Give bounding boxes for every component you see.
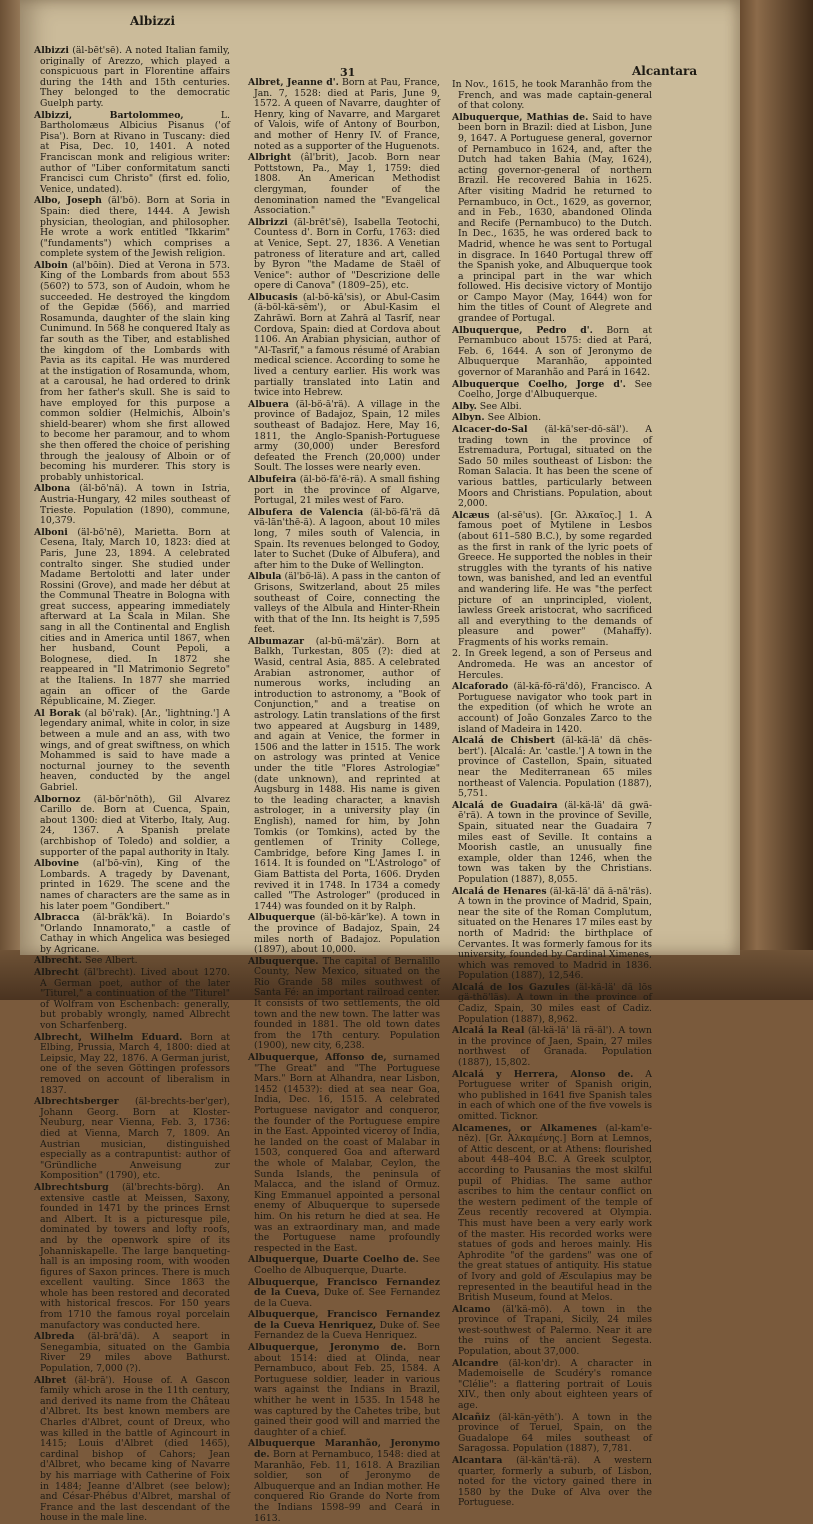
- column-right: [452, 79, 653, 1509]
- dictionary-entry: [248, 1439, 440, 1524]
- dictionary-entry: [248, 218, 440, 292]
- entry-headword: Alcalá de Chisbert: [452, 735, 555, 747]
- dictionary-entry: [248, 1310, 440, 1342]
- entry-text: Born at Pau, France, Jan. 7, 1528: died at Paris, June 9, 1572. A queen of Navarre, daughter of Henry, king of Navarre, and Margaret of Valois, wife of Antony of Bourbon, and mother of Henry IV. of France, noted as a supporter of the Huguenots.: [254, 77, 440, 152]
- entry-headword: Albrecht, Wilhelm Eduard.: [34, 1031, 183, 1043]
- entry-text: (al-bū-mä'zär). Born at Balkh, Turkestan, 805 (?): died at Wasid, central Asia, 885. A celebrated Arabian astronomer, author of numerous works, including an introduction to astronomy, a "Book of Conjunction," and a treatise on astrology. Latin translations of the first two appeared at Augsburg in 1489, and again at Venice, the former in 1506 and the latter in 1515. The work on astrology was printed at Venice under the title "Flores Astrologiæ" (date unknown), and reprinted at Augsburg in 1488. His name is given to the leading character, a knavish astrologer, in a university play (in English), named for him, by John Tomkis (or Tomkins), acted by the gentlemen of Trinity College, Cambridge, before King James I. in 1614. It is founded on "L'Astrologo" of Giam Battista del Porta, 1606. Dryden revived it in 1748. In 1734 a comedy called "The Astrologer" (produced in 1744) was founded on it by Ralph.: [254, 635, 440, 912]
- entry-text: (al'bō-vīn), King of the Lombards. A tragedy by Davenant, printed in 1629. The scene and the names of characters are the same as in his later poem "Gondibert.": [40, 858, 230, 912]
- entry-headword: Alcalá de los Gazules: [452, 981, 570, 993]
- dictionary-entry: [34, 795, 230, 859]
- dictionary-entry: [34, 709, 230, 794]
- entry-text: (äl-bō'nä). A town in Istria, Austria-Hungary, 42 miles southeast of Trieste. Population (1890), commune, 10,379.: [40, 483, 230, 527]
- dictionary-entry: [248, 508, 440, 572]
- entry-text: (al-kam'e-nēz). [Gr. Ἀλκαμένης.] Born at Lemnos, of Attic descent, or at Athens: flourished about 448–404 B.C. A Greek sculptor, according to Pausanias the most skilful pupil of Phidias. The same author ascribes to him the centaur conflict on the western pediment of the temple of Zeus recently recovered at Olympia. This must have been a very early work of the master. His recorded works were statues of gods and heroes mainly. His Aphrodite "of the gardens" was one of the great statues of antiquity. His statue of Ivory and gold of Æsculapius may be represented in the beautiful head in the British Museum, found at Melos.: [458, 1122, 652, 1304]
- entry-text: Duke of. See Fernandez de la Cueva.: [254, 1287, 440, 1309]
- entry-headword: Albret, Jeanne d'.: [248, 77, 339, 88]
- dictionary-entry: [34, 484, 230, 526]
- dictionary-entry: [452, 326, 652, 379]
- entry-headword: Alcañiz: [452, 1411, 491, 1423]
- dictionary-entry: [248, 637, 440, 912]
- entry-headword: Albrecht: [34, 967, 79, 979]
- entry-headword: Alcalá de Guadaira: [452, 799, 558, 811]
- dictionary-entry: [452, 983, 652, 1025]
- entry-headword: Albright: [248, 152, 292, 164]
- dictionary-entry: [452, 887, 652, 982]
- entry-text: (äl-brēt'sē), Isabella Teotochi, Countess d'. Born in Corfu, 1763: died at Venice, Sept. 27, 1836. A Venetian patroness of literature and art, called by Byron "the Madame de Staël of Venice": author of "Descrizione delle opere di Canova" (1809–25), etc.: [254, 216, 440, 292]
- guide-word-left: Albizzi: [130, 14, 176, 28]
- dictionary-entry: [452, 511, 652, 649]
- entry-text: The capital of Bernalillo County, New Mexico, situated on the Rio Grande 58 miles southwest of Santa Fé: an important railroad center. It consists of two settlements, the old town and the new town. The latter was founded in 1881. The old town dates from the 17th century. Population (1900), new city, 6,238.: [254, 955, 440, 1052]
- entry-text: (äl-bō'nē), Marietta. Born at Cesena, Italy, March 10, 1823: died at Paris, June 23, 1894. A celebrated contralto singer. She studied under Madame Bertolotti and later under Rossini (Grove), and made her début at the Communal Theatre in Bologna with great success, appearing immediately afterward at La Scala in Milan. She sang in all the Continental and English cities and in America until 1867, when her husband, Count Pepoli, a Bolognese, died. In 1872 she reappeared in "Il Matrimonio Segreto" at the Italiens. In 1877 she married again an officer of the Garde Républicaine, M. Zieger.: [40, 526, 230, 708]
- entry-headword: Albreda: [34, 1331, 75, 1343]
- dictionary-entry: [248, 1255, 440, 1276]
- entry-text: A Portuguese writer of Spanish origin, who published in 1641 five Spanish tales in each of which one of the five vowels is omitted. Ticknor.: [458, 1068, 652, 1122]
- dictionary-entry: [452, 1070, 652, 1123]
- dictionary-page: [20, 0, 740, 1524]
- entry-headword: Albucasis: [248, 291, 298, 303]
- entry-headword: Al Borak: [34, 707, 81, 719]
- dictionary-entry: [34, 913, 230, 955]
- entry-headword: Alboni: [34, 526, 68, 538]
- entry-text: (al-sē'us). [Gr. Ἀλκαῖος.] 1. A famous poet of Mytilene in Lesbos (about 611–580 B.C.), by some regarded as the first in rank of the lyric poets of Greece. He supported the nobles in their struggles with the tyrants of his native town, was banished, and led an eventful and wandering life. He was "the perfect picture of an unprincipled, violent, lawless Greek aristocrat, who sacrificed all and everything to the demands of pleasure and power" (Mahaffy). Fragments of his works remain.: [458, 509, 652, 648]
- entry-headword: Alby.: [452, 400, 477, 412]
- entry-text: (äl-kä-fō-rä'dō), Francisco. A Portuguese navigator who took part in the expedition (of which he wrote an account) of João Gonzales Zarco to the island of Madeira in 1420.: [458, 681, 652, 735]
- entry-text: (äl-kä-lä' dä chēs-bert'). [Alcalá: Ar. 'castle.'] A town in the province of Castellon, Spain, situated near the Mediterranean 65 miles northeast of Valencia. Population (1887), 5,751.: [458, 735, 652, 800]
- dictionary-entry: [34, 196, 230, 260]
- dictionary-entry: [452, 425, 652, 510]
- entry-text: Born about 1514: died at Olinda, near Pernambuco, about Feb. 25, 1584. A Portuguese soldier, leader in various wars against the Indians in Brazil, whither he went in 1535. In 1548 he was captured by the Cahetes tribe, but gained their good will and married the daughter of a chief.: [254, 1342, 440, 1438]
- entry-text: Born at Pernambuco, 1548: died at Maranhão, Feb. 11, 1618. A Brazilian soldier, son of Jeronymo de Albuquerque and an Indian mother. He conquered Rio Grande do Norte from the Indians 1598–99 and Ceará in 1613.: [254, 1449, 440, 1524]
- entry-headword: Albumazar: [248, 635, 305, 647]
- entry-headword: Albuquerque, Mathias de.: [452, 111, 589, 123]
- entry-headword: Alcandre: [452, 1357, 499, 1369]
- entry-text: See Albert.: [84, 955, 138, 967]
- dictionary-entry: [248, 957, 440, 1052]
- entry-headword: Albrizzi: [248, 216, 288, 228]
- entry-text: (äl-brechts-ber'ger), Johann Georg. Born at Kloster-Neuburg, near Vienna, Feb. 3, 1736: died at Vienna, March 7, 1809. An Austrian musician, distinguished especially as a contrapuntist: author of "Gründliche Anweisung zur Komposition" (1790), etc.: [40, 1096, 230, 1182]
- page-number: 31: [340, 66, 356, 79]
- dictionary-entry: [452, 1359, 652, 1412]
- entry-text: In Nov., 1615, he took Maranhão from the French, and was made captain-general of that colony.: [452, 79, 652, 112]
- entry-text: (äl'bō). Born at Soria in Spain: died there, 1444. A Jewish physician, theologian, and philosopher. He wrote a work entitled "Ikkarim" ("fundaments") which comprises a complete system of the Jewish religion.: [40, 195, 230, 260]
- dictionary-entry: [34, 968, 230, 1032]
- entry-text: (äl-kä-lä' dä ā-nä'räs). A town in the province of Madrid, Spain, near the site of the Roman Complutum, situated on the Henares 17 miles east by north of Madrid: the birthplace of Cervantes. It was formerly famous for its university, founded by Cardinal Ximenes, which was removed to Madrid in 1836. Population (1887), 12,546.: [458, 885, 652, 982]
- dictionary-entry: [34, 1097, 230, 1182]
- entry-text: (äl-bräk'kä). In Boiardo's "Orlando Innamorato," a castle of Cathay in which Angelica was besieged by Agricane.: [40, 912, 230, 955]
- entry-headword: Albret: [34, 1374, 67, 1386]
- dictionary-entry: [34, 956, 230, 967]
- entry-headword: Albornoz: [34, 793, 81, 805]
- entry-text: (äl-kä-lä' dä gwä-ē'rä). A town in the province of Seville, Spain, situated near the Guadaira 7 miles east of Seville. It contains a Moorish castle, an unusually fine example, older than 1246, when the town was taken by the Christians. Population (1887), 8,055.: [458, 799, 653, 885]
- entry-headword: Albona: [34, 483, 71, 495]
- entry-text: (äl'brecht). Lived about 1270. A German poet, author of the later "Titurel," a continuation of the "Titurel" of Wolfram von Eschenbach: generally, but probably wrongly, named Albrecht von Scharfenberg.: [40, 967, 230, 1032]
- entry-text: (äl-brā'dä). A seaport in Senegambia, situated on the Gambia River 29 miles above Bathurst. Population, 7,000 (?).: [40, 1331, 230, 1375]
- entry-headword: Alcamo: [452, 1303, 491, 1315]
- entry-headword: Albuquerque, Duarte Coelho de.: [248, 1254, 419, 1266]
- entry-headword: Albuquerque, Affonso de,: [248, 1052, 387, 1064]
- dictionary-entry: [452, 1413, 652, 1455]
- dictionary-entry: [34, 528, 230, 708]
- entry-text: (äl-bö-fā'rä dā vä-lān'thē-ä). A lagoon, about 10 miles long, 7 miles south of Valencia, in Spain. Its revenues belonged to Godoy, later to Suchet (Duke of Albufera), and after him to the Duke of Wellington.: [254, 506, 440, 571]
- entry-headword: Albuquerque, Francisco Fernandez de la Cueva Henriquez,: [248, 1309, 440, 1331]
- dictionary-entry: [248, 572, 440, 636]
- entry-text: See Albion.: [487, 412, 542, 424]
- entry-headword: Albuquerque Coelho, Jorge d'.: [452, 378, 626, 390]
- dictionary-entry: [452, 413, 652, 424]
- entry-text: (äl-kon'dr). A character in Mademoiselle de Scudéry's romance "Clélie": a flattering portrait of Louis XIV., then only about eighteen years of age.: [458, 1357, 652, 1412]
- entry-headword: Albuera: [248, 398, 289, 410]
- entry-text: See Coelho de Albuquerque, Duarte.: [254, 1254, 440, 1276]
- dictionary-entry: [248, 1053, 440, 1254]
- entry-headword: Albrechtsburg: [34, 1181, 109, 1193]
- entry-headword: Albula: [248, 571, 282, 583]
- entry-text: (äl-brā'). House of. A Gascon family which arose in the 11th century, and derived its name from the Château d'Albret. Its best known members are Charles d'Albret, count of Dreux, who was killed in the battle of Agincourt in 1415; Louis d'Albret (died 1465), cardinal bishop of Cahors; Jean d'Albret, who became king of Navarre by his marriage with Catherine of Foix in 1484; Jeanne d'Albret (see below); and César-Phébus d'Albret, marshal of France and the last descendant of the house in the male line.: [40, 1374, 230, 1524]
- entry-headword: Albuquerque, Pedro d'.: [452, 324, 593, 336]
- entry-headword: Alcalá y Herrera, Alonso de.: [452, 1068, 634, 1080]
- entry-headword: Albo, Joseph: [34, 195, 102, 207]
- entry-headword: Albovine: [34, 858, 80, 870]
- dictionary-entry: [452, 1124, 652, 1304]
- dictionary-entry: [34, 46, 230, 110]
- entry-text: (äl-bö-kār'ke). A town in the province of Badajoz, Spain, 24 miles north of Badajoz. Population (1897), about 10,000.: [254, 912, 440, 956]
- dictionary-entry: [452, 1305, 652, 1358]
- entry-text: (äl-kä-lä' dä lōs gä-thö'läs). A town in the province of Cadiz, Spain, 30 miles east of Cadiz. Population (1887), 8,962.: [458, 981, 652, 1025]
- dictionary-entry: [452, 1026, 652, 1068]
- entry-headword: Albuquerque, Jeronymo de.: [248, 1342, 407, 1354]
- guide-word-right: Alcantara: [632, 64, 698, 78]
- entry-headword: Alcamenes, or Alkamenes: [452, 1122, 597, 1134]
- entry-headword: Albizzi, Bartolommeo,: [34, 109, 184, 121]
- dictionary-entry: [34, 1376, 230, 1524]
- entry-text: (äl-kän'tä-rä). A western quarter, formerly a suburb, of Lisbon, noted for the victory gained there in 1580 by the Duke of Alva over the Portuguese.: [458, 1455, 652, 1509]
- dictionary-entry: [452, 736, 652, 800]
- entry-text: (äl-bö-fā'ē-rä). A small fishing port in the province of Algarve, Portugal, 21 miles west of Faro.: [254, 473, 440, 507]
- column-left: [34, 45, 231, 1524]
- entry-headword: Alcalá de Henares: [452, 885, 547, 897]
- entry-text: surnamed "The Great" and "The Portuguese Mars." Born at Alhandra, near Lisbon, 1452 (1453?): died at sea near Goa, India, Dec. 16, 1515. A celebrated Portuguese navigator and conqueror, the founder of the Portuguese empire in the East. Appointed viceroy of India, he landed on the coast of Malabar in 1503, conquered Goa and afterward the whole of Malabar, Ceylon, the Sunda Islands, the peninsula of Malacca, and the island of Ormuz. King Emmanuel appointed a personal enemy of Albuquerque to supersede him. On his return he died at sea. He was an extraordinary man, and made the Portuguese name profoundly respected in the East.: [254, 1052, 440, 1254]
- dictionary-entry: [248, 400, 440, 474]
- entry-text: (äl'brechts-börg). An extensive castle at Meissen, Saxony, founded in 1471 by the princes Ernst and Albert. It is a picturesque pile, dominated by towers and lofty roofs, and by the openwork spire of its Johanniskapelle. The large banqueting-hall is an imposing room, with wooden figures of Saxon princes. There is much excellent vaulting. Since 1863 the whole has been restored and decorated with historical frescos. For 150 years from 1710 the famous royal porcelain manufactory was conducted here.: [40, 1181, 230, 1331]
- dictionary-entry: [34, 1183, 230, 1331]
- entry-text: (äl-kä'ser-dō-säl'). A trading town in the province of Estremadura, Portugal, situated on the Sado 50 miles southeast of Lisbon: the Roman Salacia. It has been the scene of various battles, particularly between Moors and Christians. Population, about 2,000.: [458, 424, 652, 510]
- dictionary-entry: [248, 293, 440, 399]
- dictionary-entry: [34, 1033, 230, 1097]
- entry-text: (äl-bēt'sē). A noted Italian family, originally of Arezzo, which played a conspicuous part in Florentine affairs during the 14th and 15th centuries. They belonged to the democratic Guelph party.: [40, 45, 230, 109]
- entry-headword: Alboin: [34, 259, 68, 271]
- dictionary-entry: [248, 475, 440, 507]
- entry-text: (äl'bö-lä). A pass in the canton of Grisons, Switzerland, about 25 miles southeast of Coire, connecting the valleys of the Albula and Hinter-Rhein with that of the Inn. Its height is 7,595 feet.: [254, 571, 440, 636]
- dictionary-entry: [452, 113, 652, 325]
- entry-text: (äl'kä-mō). A town in the province of Trapani, Sicily, 24 miles west-southwest of Palermo. Near it are the ruins of the ancient Segesta. Population, about 37,000.: [458, 1303, 652, 1358]
- entry-headword: Albyn.: [452, 412, 485, 424]
- entry-text: Duke of. See Fernandez de la Cueva Henriquez.: [254, 1319, 440, 1342]
- entry-headword: Albrecht.: [34, 955, 83, 967]
- dictionary-entry: [34, 1332, 230, 1374]
- entry-headword: Alcantara: [452, 1455, 503, 1466]
- entry-headword: Albuquerque, Francisco Fernandez de la Cueva,: [248, 1276, 440, 1299]
- entry-text: (äl-bö-ā'rä). A village in the province of Badajoz, Spain, 12 miles southeast of Badajoz. Here, May 16, 1811, the Anglo-Spanish-Portuguese army (30,000) under Beresford defeated the French (20,000) under Soult. The losses were nearly even.: [254, 398, 440, 474]
- entry-headword: Albuquerque.: [248, 955, 319, 967]
- dictionary-entry: [452, 682, 652, 735]
- entry-text: (al-bö-kā'sis), or Abul-Casim (ä-böl-kä-sēm'), or Abul-Kasim el Zahrāwī. Born at Zahrā al Tasrīf, near Cordova, Spain: died at Cordova about 1106. An Arabian physician, author of "Al-Tasrīf," a famous résumé of Arabian medical science. According to some he lived a century earlier. His work was partially translated into Latin and twice into Hebrew.: [254, 291, 441, 399]
- dictionary-entry: [248, 913, 440, 955]
- entry-headword: Alcæus: [452, 509, 490, 521]
- entry-headword: Albuquerque Maranhão, Jeronymo de.: [248, 1438, 440, 1460]
- entry-text: (al bō'rak). [Ar., 'lightning.'] A legendary animal, white in color, in size between a mule and an ass, with two wings, and of great swiftness, on which Mohammed is said to have made a nocturnal journey to the seventh heaven, conducted by the angel Gabriel.: [40, 707, 230, 793]
- dictionary-entry: [452, 80, 652, 112]
- column-middle: [248, 77, 441, 1524]
- entry-text: Said to have been born in Brazil: died at Lisbon, June 9, 1647. A Portuguese general, governor of Pernambuco in 1624, and, after the Dutch had taken Bahia (May, 1624), acting governor-general of northern Brazil. He recovered Bahia in 1625. After visiting Madrid he returned to Pernambuco, in Oct., 1629, as governor, and in Feb., 1630, abandoned Olinda and Recife (Pernambuco) to the Dutch. In Dec., 1635, he was ordered back to Madrid, whence he was sent to Portugal in disgrace. In 1640 Portugal threw off the Spanish yoke, and Albuquerque took a principal part in the war which followed. His decisive victory of Montijo or Campo Mayor (May, 1644) won for him the titles of Count of Alegrete and grandee of Portugal.: [458, 111, 652, 325]
- entry-headword: Albrechtsberger: [34, 1096, 119, 1108]
- dictionary-entry: [452, 649, 652, 681]
- entry-headword: Alcalá la Real: [452, 1025, 525, 1037]
- entry-text: L. Bartholomæus Albicius Pisanus ('of Pisa'). Born at Rivano in Tuscany: died at Pisa, Dec. 10, 1401. A noted Franciscan monk and religious writer: author of "Liber conformitatum sancti Francisci cum Christo" (first ed. folio, Venice, undated).: [40, 109, 230, 195]
- entry-text: (äl-kän-yēth'). A town in the province of Teruel, Spain, on the Guadalope 64 miles southeast of Saragossa. Population (1887), 7,781.: [458, 1411, 652, 1455]
- entry-text: Born at Pernambuco about 1575: died at Pará, Feb. 6, 1644. A son of Jeronymo de Albuquerque Maranhão, appointed governor of Maranhão and Pará in 1642.: [458, 324, 652, 379]
- entry-headword: Albufera de Valencia: [248, 506, 364, 518]
- entry-text: (al'bōin). Died at Verona in 573. King of the Lombards from about 553 (560?) to 573, son of Audoin, whom he succeeded. He destroyed the kingdom of the Gepidæ (566), and married Rosamunda, daughter of the slain king Cunimund. In 568 he conquered Italy as far south as the Tiber, and established the kingdom of the Lombards with Pavia as its capital. He was murdered at the instigation of Rosamunda, whom, at a carousal, he had ordered to drink from her father's skull. She is said to have employed for this purpose a common soldier (Helmichis, Alboin's shield-bearer) whom she first allowed to become her paramour, and to whom she then offered the choice of perishing through the jealousy of Alboin or of becoming his murderer. This story is probably unhistorical.: [40, 259, 231, 483]
- dictionary-entry: [452, 380, 652, 401]
- entry-headword: Alcaforado: [452, 681, 509, 693]
- dictionary-entry: [248, 153, 440, 217]
- dictionary-entry: [452, 402, 652, 413]
- dictionary-entry: [34, 261, 230, 483]
- dictionary-entry: [452, 1456, 652, 1509]
- entry-headword: Albuquerque: [248, 912, 316, 924]
- dictionary-entry: [452, 801, 652, 886]
- entry-text: See Albi.: [479, 400, 522, 412]
- dictionary-entry: [248, 1343, 440, 1438]
- entry-text: Born at Elbing, Prussia, March 4, 1800: died at Leipsic, May 22, 1876. A German jurist, one of the seven Göttingen professors removed on account of liberalism in 1837.: [40, 1031, 230, 1096]
- entry-text: (âl'brit), Jacob. Born near Pottstown, Pa., May 1, 1759: died 1808. An American Methodist clergyman, founder of the denomination named the "Evangelical Association.": [254, 152, 440, 217]
- dictionary-entry: [34, 859, 230, 912]
- entry-text: (äl-kä-lä' lä rä-äl'). A town in the province of Jaen, Spain, 27 miles northwest of Granada. Population (1887), 15,802.: [458, 1025, 652, 1069]
- entry-headword: Albizzi: [34, 45, 69, 56]
- book-cover-right: [733, 0, 813, 1000]
- entry-text: (äl-bōr'nōth), Gil Alvarez Carillo de. Born at Cuenca, Spain, about 1300: died at Viterbo, Italy, Aug. 24, 1367. A Spanish prelate (archbishop of Toledo) and soldier, a supporter of the papal authority in Italy.: [40, 793, 230, 858]
- entry-headword: Alcacer-do-Sal: [452, 424, 528, 435]
- entry-text: 2. In Greek legend, a son of Perseus and Andromeda. He was an ancestor of Hercules.: [452, 648, 652, 681]
- entry-text: See Coelho, Jorge d'Albuquerque.: [458, 378, 652, 401]
- entry-headword: Albracca: [34, 912, 80, 924]
- dictionary-entry: [34, 111, 230, 196]
- dictionary-entry: [248, 1278, 440, 1310]
- entry-headword: Albufeira: [248, 473, 297, 485]
- dictionary-entry: [248, 78, 440, 152]
